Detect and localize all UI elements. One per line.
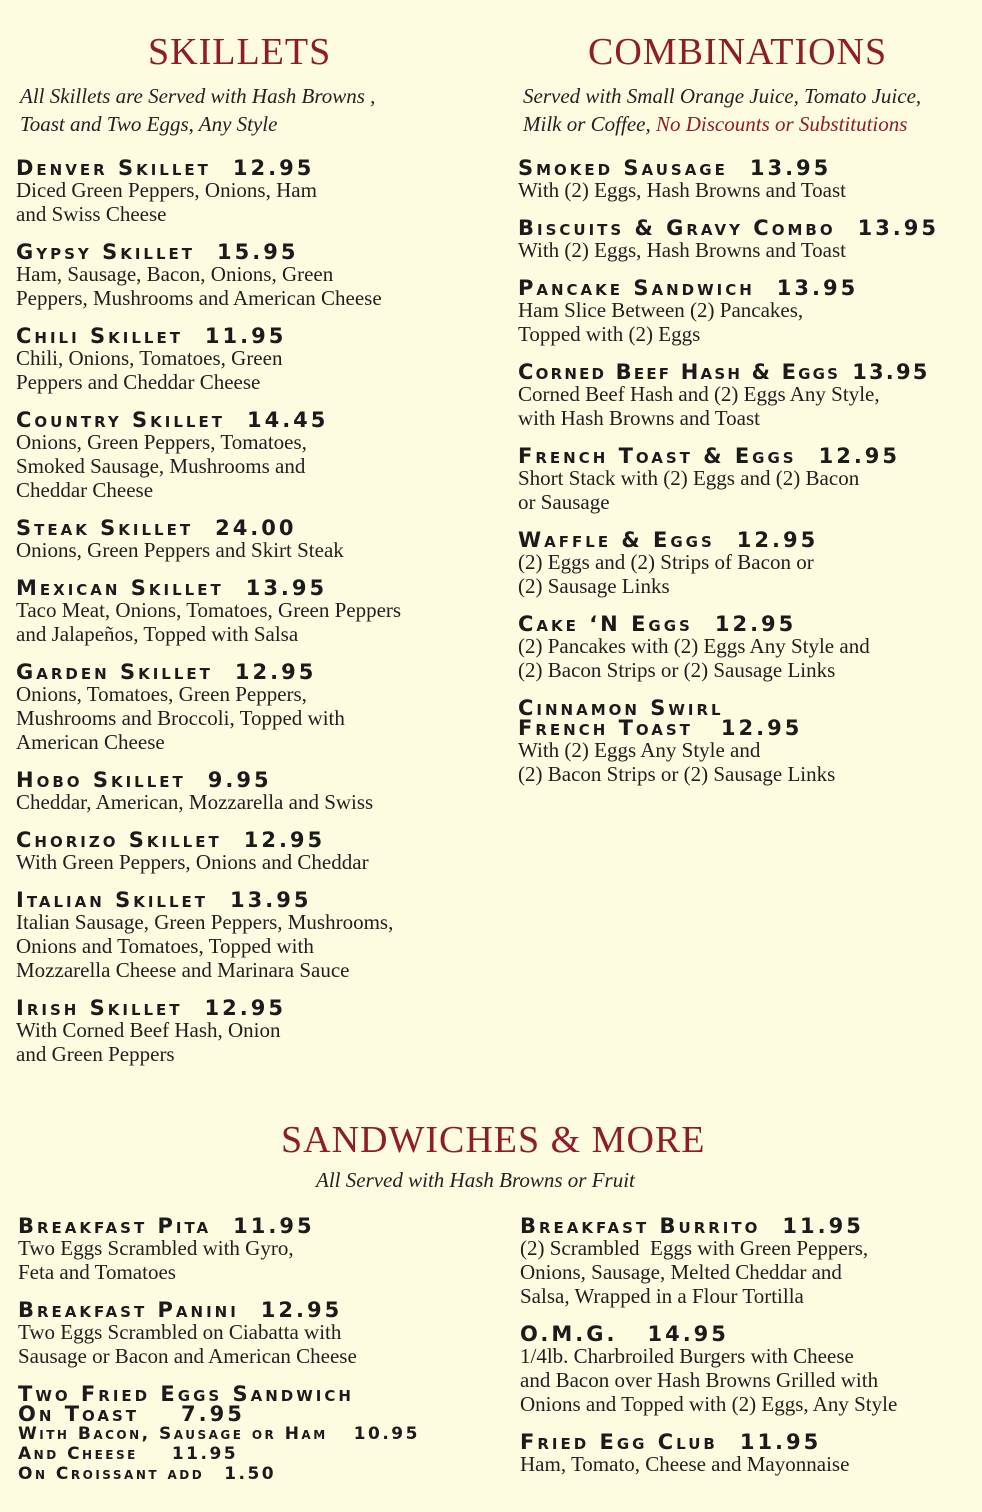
item-description: (2) Eggs and (2) Strips of Bacon or (2) Sausage Links (518, 550, 814, 598)
item-name-line-1: Cinnamon Swirl (518, 696, 724, 720)
menu-item-denver-skillet (16, 158, 401, 226)
item-price: 13.95 (230, 888, 312, 912)
item-price: 9.95 (207, 768, 272, 792)
item-name: O.M.G. (520, 1322, 618, 1346)
skillets-subtitle-line-2: Toast and Two Eggs, Any Style (20, 112, 278, 136)
combinations-title: COMBINATIONS (588, 31, 888, 73)
item-description: Ham, Sausage, Bacon, Onions, Green Peppers, Mushrooms and American Cheese (16, 262, 382, 310)
menu-item-omg (520, 1324, 897, 1416)
menu-item-gypsy-skillet (16, 242, 401, 310)
item-price: 7.95 (181, 1402, 245, 1426)
item-name: Country Skillet (16, 408, 225, 432)
menu-item-cinnamon-swirl-french-toast (518, 698, 939, 786)
combinations-subtitle-line-2: Milk or Coffee, No Discounts or Substitutions (523, 112, 908, 136)
item-price: 11.95 (204, 324, 287, 348)
item-description: Italian Sausage, Green Peppers, Mushrooms, Onions and Tomatoes, Topped with Mozzarella Cheese and Marinara Sauce (16, 910, 394, 982)
skillets-subtitle-line-1: All Skillets are Served with Hash Browns , (20, 84, 376, 108)
item-description: Onions, Tomatoes, Green Peppers, Mushrooms and Broccoli, Topped with American Cheese (16, 682, 345, 754)
item-name: Biscuits & Gravy Combo (518, 216, 836, 240)
item-price: 13.95 (749, 156, 832, 180)
item-name: Pancake Sandwich (518, 276, 755, 300)
item-description: Corned Beef Hash and (2) Eggs Any Style, with Hash Browns and Toast (518, 382, 880, 430)
item-name: Waffle & Eggs (518, 528, 715, 552)
item-name: Irish Skillet (16, 996, 183, 1020)
menu-item-breakfast-pita (18, 1216, 420, 1284)
menu-item-cake-n-eggs (518, 614, 939, 682)
item-price: 12.95 (720, 716, 803, 740)
item-price: 12.95 (232, 156, 315, 180)
item-name: Breakfast Burrito (520, 1214, 761, 1238)
item-price: 14.95 (647, 1322, 729, 1346)
menu-item-fried-egg-club (520, 1432, 897, 1476)
skillets-title: SKILLETS (148, 31, 332, 73)
menu-item-mexican-skillet (16, 578, 401, 646)
item-name: Smoked Sausage (518, 156, 728, 180)
item-price: 12.95 (260, 1298, 343, 1322)
item-description: Ham, Tomato, Cheese and Mayonnaise (520, 1452, 850, 1476)
item-name: Corned Beef Hash & Eggs (518, 360, 841, 384)
item-name: Fried Egg Club (520, 1430, 718, 1454)
item-description: Two Eggs Scrambled with Gyro, Feta and Tomatoes (18, 1236, 294, 1284)
menu-item-waffle-eggs (518, 530, 939, 598)
menu-item-chorizo-skillet (16, 830, 401, 874)
sandwiches-title: SANDWICHES & MORE (281, 1119, 706, 1161)
item-price: 13.95 (857, 216, 940, 240)
sandwiches-left-list (18, 1216, 420, 1484)
item-description: Taco Meat, Onions, Tomatoes, Green Peppers and Jalapeños, Topped with Salsa (16, 598, 402, 646)
item-price: 12.95 (736, 528, 819, 552)
item-name-line-2: French Toast (518, 716, 693, 740)
item-name: Cake ‘N Eggs (518, 612, 693, 636)
menu-item-irish-skillet (16, 998, 401, 1066)
item-description: With (2) Eggs, Hash Browns and Toast (518, 178, 847, 202)
item-name: Denver Skillet (16, 156, 211, 180)
item-description: Onions, Green Peppers, Tomatoes, Smoked Sausage, Mushrooms and Cheddar Cheese (16, 430, 307, 502)
menu-item-italian-skillet (16, 890, 401, 982)
menu-item-hobo-skillet (16, 770, 401, 814)
item-price: 12.95 (204, 996, 286, 1020)
menu-item-steak-skillet (16, 518, 401, 562)
menu-item-breakfast-burrito (520, 1216, 897, 1308)
item-description: 1/4lb. Charbroiled Burgers with Cheese and Bacon over Hash Browns Grilled with Onions and Topped with (2) Eggs, Any Style (520, 1344, 898, 1416)
item-name: Hobo Skillet (16, 768, 186, 792)
item-name: Chorizo Skillet (16, 828, 222, 852)
skillets-list (16, 158, 401, 1066)
menu-item-garden-skillet (16, 662, 401, 754)
item-description: Cheddar, American, Mozzarella and Swiss (16, 790, 374, 814)
menu-item-two-fried-eggs-sandwich (18, 1384, 420, 1484)
menu-item-corned-beef-hash-eggs (518, 362, 939, 430)
item-description: Diced Green Peppers, Onions, Ham and Swiss Cheese (16, 178, 317, 226)
item-price: 24.00 (215, 516, 297, 540)
menu-item-biscuits-gravy-combo (518, 218, 939, 262)
no-discounts-note: No Discounts or Substitutions (655, 112, 908, 136)
item-price: 15.95 (217, 240, 299, 264)
option-and-cheese: And Cheese 11.95 (18, 1444, 239, 1464)
item-price: 12.95 (234, 660, 317, 684)
combinations-list (518, 158, 939, 786)
item-name: Italian Skillet (16, 888, 209, 912)
item-name: Breakfast Panini (18, 1298, 239, 1322)
item-price: 13.95 (852, 360, 930, 384)
item-name-line-2: On Toast (18, 1402, 140, 1426)
item-name-line-1: Two Fried Eggs Sandwich (18, 1382, 354, 1406)
sandwiches-subtitle: All Served with Hash Browns or Fruit (316, 1168, 635, 1192)
combinations-subtitle-line-1: Served with Small Orange Juice, Tomato Juice, (523, 84, 922, 108)
item-name: Steak Skillet (16, 516, 194, 540)
item-price: 11.95 (233, 1214, 315, 1238)
item-description: Ham Slice Between (2) Pancakes, Topped with (2) Eggs (518, 298, 804, 346)
item-name: Mexican Skillet (16, 576, 224, 600)
item-name: Breakfast Pita (18, 1214, 212, 1238)
item-price: 13.95 (776, 276, 859, 300)
item-description: With (2) Eggs Any Style and (2) Bacon Strips or (2) Sausage Links (518, 738, 836, 786)
menu-item-breakfast-panini (18, 1300, 420, 1368)
item-description: Two Eggs Scrambled on Ciabatta with Sausage or Bacon and American Cheese (18, 1320, 357, 1368)
item-price: 12.95 (818, 444, 901, 468)
menu-item-chili-skillet (16, 326, 401, 394)
item-description: Onions, Green Peppers and Skirt Steak (16, 538, 344, 562)
menu-item-smoked-sausage (518, 158, 939, 202)
item-description: Short Stack with (2) Eggs and (2) Bacon or Sausage (518, 466, 860, 514)
item-price: 12.95 (714, 612, 797, 636)
item-price: 13.95 (245, 576, 328, 600)
item-price: 14.45 (246, 408, 329, 432)
item-description: (2) Pancakes with (2) Eggs Any Style and (2) Bacon Strips or (2) Sausage Links (518, 634, 870, 682)
item-description: With Corned Beef Hash, Onion and Green Peppers (16, 1018, 281, 1066)
menu-item-country-skillet (16, 410, 401, 502)
item-description: Chili, Onions, Tomatoes, Green Peppers and Cheddar Cheese (16, 346, 283, 394)
item-description: (2) Scrambled Eggs with Green Peppers, Onions, Sausage, Melted Cheddar and Salsa, Wrapped in a Flour Tortilla (520, 1236, 869, 1308)
item-description: With (2) Eggs, Hash Browns and Toast (518, 238, 847, 262)
item-price: 11.95 (739, 1430, 822, 1454)
option-on-croissant: On Croissant add 1.50 (18, 1464, 277, 1484)
item-name: Garden Skillet (16, 660, 213, 684)
sandwiches-right-list (520, 1216, 897, 1476)
item-description: With Green Peppers, Onions and Cheddar (16, 850, 369, 874)
item-price: 11.95 (782, 1214, 864, 1238)
item-name: Gypsy Skillet (16, 240, 195, 264)
menu-item-french-toast-eggs (518, 446, 939, 514)
menu-item-pancake-sandwich (518, 278, 939, 346)
item-price: 12.95 (243, 828, 326, 852)
item-name: Chili Skillet (16, 324, 183, 348)
option-with-meat: With Bacon, Sausage or Ham 10.95 (18, 1424, 420, 1444)
item-name: French Toast & Eggs (518, 444, 797, 468)
